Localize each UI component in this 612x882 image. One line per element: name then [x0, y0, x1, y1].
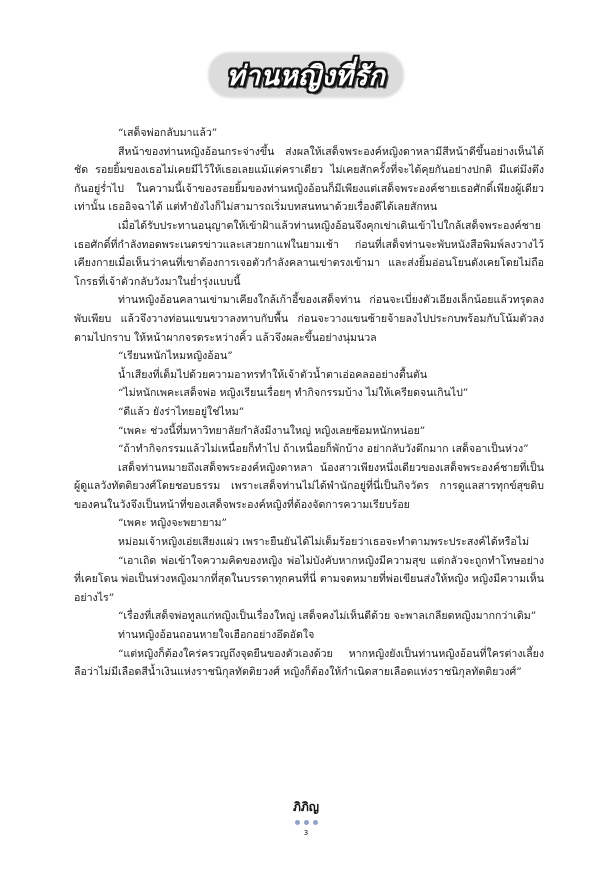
chapter-title: ท่านหญิงที่รัก [226, 60, 386, 92]
paragraph: “ดีแล้ว ยังร่าไทยอยู่ใช่ไหม” [118, 405, 245, 418]
ornament-dot [304, 820, 309, 825]
footer-ornament [0, 820, 612, 825]
paragraph: เมื่อได้รับประทานอนุญาตให้เข้าฝ้าแล้วท่านหญิงอ้อนจึงคุกเข่าเดินเข้าไปใกล้เสด็จพระองค์ชายเธอศักดิ์ที่กำลังทอดพระเนตรข่าวและเสวยกาแฟในยามเช้า ก่อนที่เสด็จท่านจะพับหนังสือพิมพ์ลงวางไว้เคียงกายเมื่อเห็นว่าคนที่เขาต้องการเจอตัวกำลังคลานเข่าตรงเข้ามา และส่งยิ้มอ่อนโยนดังเคยโดยไม่ถือโกรธที่เจ้าตัวกลับวังมาในย่ำรุ่งแบบนี้ [74, 219, 544, 288]
paragraph: “ถ้าทำกิจกรรมแล้วไม่เหนื่อยก็ทำไป ถ้าเหนื่อยก็พักบ้าง อย่ากลับวังดึกมาก เสด็จอาเป็นห่วง” [118, 443, 529, 456]
paragraph: “เพคะ หญิงจะพยายาม” [118, 517, 227, 530]
ornament-dot [295, 820, 300, 825]
paragraph: ท่านหญิงอ้อนถอนหายใจเฮือกอย่างอึดอัดใจ [118, 629, 315, 642]
paragraph: “เอาเถิด พ่อเข้าใจความคิดของหญิง พ่อไม่บังคับหากหญิงมีความสุข แต่กลัวจะถูกทำโทษอย่างที่เคยโดน พ่อเป็นห่วงหญิงมากที่สุดในบรรดาทุกคนที่นี่ ตามจดหมายที่พ่อเขียนส่งให้หญิง หญิงมีความเห็นอย่างไร” [74, 554, 544, 604]
paragraph: เสด็จท่านหมายถึงเสด็จพระองค์หญิงดาหลา น้องสาวเพียงหนึ่งเดียวของเสด็จพระองค์ชายที่เป็นผู้ดูแลวังทัตติยวงศ์โดยชอบธรรม เพราะเสด็จท่านไม่ได้พำนักอยู่ที่นี่เป็นกิจวัตร การดูแลสารทุกข์สุขดิบของคนในวังจึงเป็นหน้าที่ของเสด็จพระองค์หญิงที่ต้องจัดการความเรียบร้อย [74, 461, 544, 511]
chapter-title-banner [200, 46, 412, 104]
paragraph: “แต่หญิงก็ต้องใคร่ครวญถึงจุดยืนของตัวเองด้วย หากหญิงยังเป็นท่านหญิงอ้อนที่ใครต่างเลี้ยงลือว่าไม่มีเลือดสีน้ำเงินแห่งราชนิกุลทัตติยวงศ์ หญิงก็ต้องให้กำเนิดสายเลือดแห่งราชนิกุลทัตติยวงศ์” [74, 647, 544, 679]
paragraph: “ไม่หนักเพคะเสด็จพ่อ หญิงเรียนเรื่อยๆ ทำกิจกรรมบ้าง ไม่ให้เครียดจนเกินไป” [118, 387, 469, 400]
paragraph: ท่านหญิงอ้อนคลานเข่ามาเคียงใกล้เก้าอี้ของเสด็จท่าน ก่อนจะเบี่ยงตัวเอียงเล็กน้อยแล้วทรุดลงพับเพียบ แล้วจึงวางท่อนแขนขวาลงทาบกับพื้น ก่อนจะวางแขนซ้ายจ้ายลงไปประกบพร้อมกับโน้มตัวลงตามไปกราบ ให้หน้าผากจรดระหว่างคิ้ว แล้วจึงผละขึ้นอย่างนุ่มนวล [74, 294, 544, 344]
paragraph: “เพคะ ช่วงนี้ที่มหาวิทยาลัยกำลังมีงานใหญ่ หญิงเลยซ้อมหนักหน่อย” [118, 424, 426, 437]
page-number: 3 [303, 829, 309, 837]
paragraph: “เรื่องที่เสด็จพ่อทูลแก่หญิงเป็นเรื่องใหญ่ เสด็จคงไม่เห็นดีด้วย จะพาลเกลียดหญิงมากกว่าเดิม” [118, 610, 537, 623]
paragraph: “เรียนหนักไหมหญิงอ้อน” [118, 350, 233, 363]
author-name: ภิภิญ [292, 800, 320, 814]
paragraph: น้ำเสียงที่เต็มไปด้วยความอาทรทำให้เจ้าตัวน้ำตาเอ่อคลออย่างตื้นตัน [118, 368, 428, 381]
body-text [74, 124, 544, 682]
paragraph: สีหน้าของท่านหญิงอ้อนกระจ่างขึ้น ส่งผลให้เสด็จพระองค์หญิงดาหลามีสีหน้าดีขึ้นอย่างเห็นได้ชัด รอยยิ้มของเธอไม่เคยมีไว้ให้เธอเลยแม้แต่คราเดียว ไม่เคยสักครั้งที่จะได้คุยกันอย่างปกติ มีแต่มึงตึงกันอยู่ร่ำไป ในความนี้เจ้าของรอยยิ้มของท่านหญิงอ้อนก็มีเพียงแต่เสด็จพระองค์ชายเธอศักดิ์เพียงผู้เดียวเท่านั้น เธออิจฉาได้ แต่ทำยังไงก็ไม่สามารถเริ่มบทสนทนาด้วยเรื่องดีได้เลยสักหน [74, 145, 544, 214]
paragraph: “เสด็จพ่อกลับมาแล้ว” [118, 127, 218, 139]
paragraph: หม่อมเจ้าหญิงเอ่ยเสียงแผ่ว เพราะยืนยันได้ไม่เต็มร้อยว่าเธอจะทำตามพระประสงค์ได้หรือไม่ [118, 536, 530, 549]
ornament-dot [313, 820, 318, 825]
